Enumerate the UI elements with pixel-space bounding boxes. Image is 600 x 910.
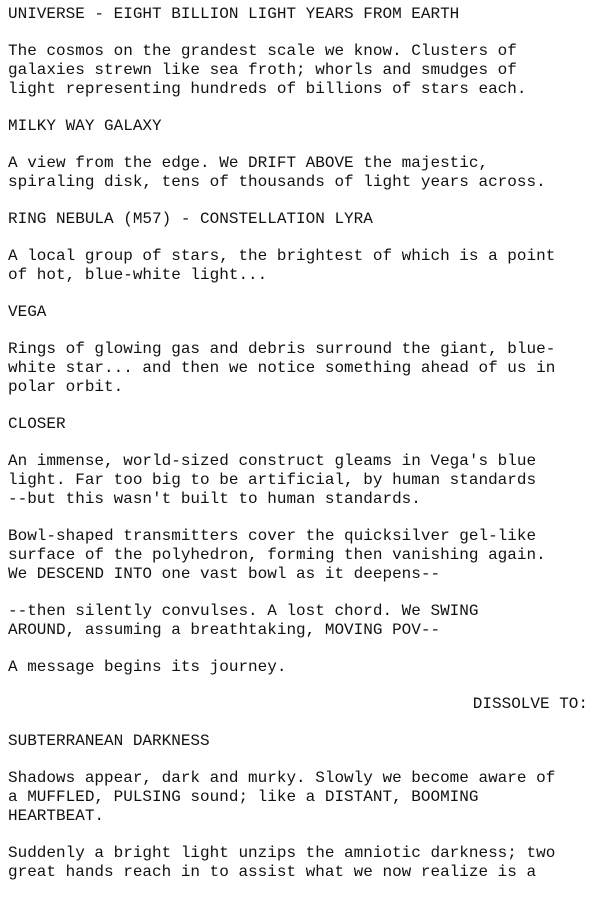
action-paragraph: A view from the edge. We DRIFT ABOVE the majestic, spiraling disk, tens of thousands of light years across.	[8, 154, 546, 191]
scene-heading: SUBTERRANEAN DARKNESS	[8, 732, 210, 750]
action-paragraph: The cosmos on the grandest scale we know. Clusters of galaxies strewn like sea froth; whorls and smudges of light representing hundreds of billions of stars each.	[8, 42, 527, 98]
action-paragraph: Rings of glowing gas and debris surround the giant, blue- white star... and then we notice something ahead of us in polar orbit.	[8, 340, 556, 396]
action-paragraph: Bowl-shaped transmitters cover the quicksilver gel-like surface of the polyhedron, forming then vanishing again. We DESCEND INTO one vast bowl as it deepens--	[8, 527, 546, 583]
scene-heading: UNIVERSE - EIGHT BILLION LIGHT YEARS FROM EARTH	[8, 5, 460, 23]
scene-heading: MILKY WAY GALAXY	[8, 117, 162, 135]
action-paragraph: A local group of stars, the brightest of which is a point of hot, blue-white light...	[8, 247, 556, 284]
scene-heading: VEGA	[8, 303, 47, 321]
scene-heading: RING NEBULA (M57) - CONSTELLATION LYRA	[8, 210, 373, 228]
scene-heading: CLOSER	[8, 415, 66, 433]
action-paragraph: Shadows appear, dark and murky. Slowly we become aware of a MUFFLED, PULSING sound; like a DISTANT, BOOMING HEARTBEAT.	[8, 769, 556, 825]
action-paragraph: An immense, world-sized construct gleams in Vega's blue light. Far too big to be artificial, by human standards --but this wasn't built to human standards.	[8, 452, 537, 508]
action-paragraph: Suddenly a bright light unzips the amniotic darkness; two great hands reach in to assist what we now realize is a	[8, 844, 556, 881]
action-paragraph: --then silently convulses. A lost chord. We SWING AROUND, assuming a breathtaking, MOVING POV--	[8, 602, 479, 639]
transition: DISSOLVE TO:	[472, 695, 588, 713]
screenplay-page	[8, 5, 588, 900]
action-paragraph: A message begins its journey.	[8, 658, 287, 676]
